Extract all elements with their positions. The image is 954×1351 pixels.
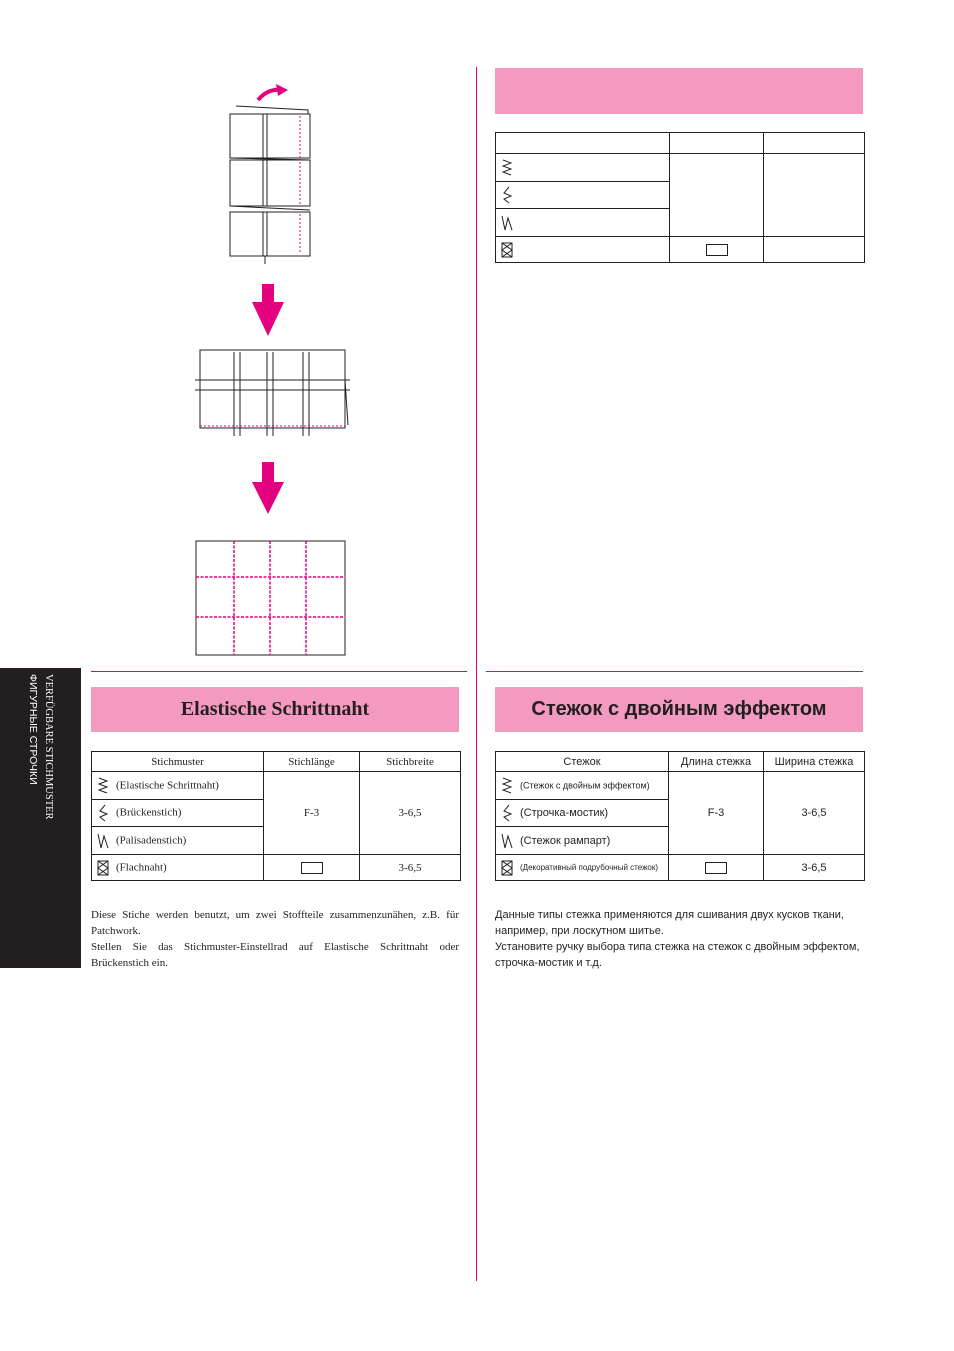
empty-header-cell <box>496 133 670 154</box>
stitch-length-symbol-cell <box>669 855 764 881</box>
german-stitch-table <box>91 751 461 881</box>
stitch-width-value: 3-6,5 <box>764 772 865 855</box>
elastic-stitch-icon <box>96 777 110 795</box>
table-row <box>496 772 669 800</box>
table-row <box>496 800 669 827</box>
empty-cell <box>670 237 764 263</box>
russian-paragraph-2: Установите ручку выбора типа стежка на стежок с двойным эффектом, строчка-мостик и т.д. <box>495 941 860 969</box>
flat-seam-icon <box>500 859 514 877</box>
stitch-width-value: 3-6,5 <box>360 772 461 855</box>
auto-length-symbol <box>301 862 323 874</box>
auto-length-symbol <box>706 244 728 256</box>
patchwork-illustration <box>190 80 360 660</box>
section-side-tab <box>0 668 81 968</box>
palisade-stitch-icon <box>96 832 110 850</box>
stitch-label: (Elastische Schrittnaht) <box>116 779 219 792</box>
table-row <box>496 827 669 855</box>
bridge-stitch-icon <box>96 804 110 822</box>
table-row <box>92 800 264 827</box>
table-row <box>496 237 670 263</box>
table-row <box>92 772 264 800</box>
side-tab-label-de: VERFÜGBARE STICHMUSTER <box>43 674 54 820</box>
header-stitch-pattern: Стежок <box>496 752 669 772</box>
german-paragraph-2: Stellen Sie das Stichmuster-Einstellrad auf Elastische Schrittnaht oder Brückenstich ein. <box>91 941 459 969</box>
elastic-stitch-icon <box>500 159 514 177</box>
russian-title: Стежок с двойным эффектом <box>531 698 827 720</box>
fabric-strips <box>230 106 310 256</box>
german-title: Elastische Schrittnaht <box>180 698 370 720</box>
stitch-width-value: 3-6,5 <box>764 855 865 881</box>
flat-seam-icon <box>500 241 514 259</box>
russian-section-rule <box>486 671 863 672</box>
stitch-label: (Стежок рампарт) <box>520 834 611 847</box>
russian-stitch-table <box>495 751 865 881</box>
flat-seam-icon <box>96 859 110 877</box>
table-row <box>496 209 670 237</box>
empty-header-cell <box>764 133 865 154</box>
top-empty-table <box>495 132 865 263</box>
auto-length-symbol <box>705 862 727 874</box>
stitch-label: (Строчка-мостик) <box>520 806 609 819</box>
russian-paragraph-1: Данные типы стежка применяются для сшивания двух кусков ткани, например, при лоскутном шитье. <box>495 909 844 937</box>
header-stitch-length: Длина стежка <box>669 752 764 772</box>
bridge-stitch-icon <box>500 186 514 204</box>
header-stitch-length: Stichlänge <box>264 752 360 772</box>
joined-strips <box>195 350 350 436</box>
bridge-stitch-icon <box>500 804 514 822</box>
header-stitch-pattern: Stichmuster <box>92 752 264 772</box>
stitch-length-symbol-cell <box>264 855 360 881</box>
table-row <box>496 182 670 209</box>
palisade-stitch-icon <box>500 214 514 232</box>
table-row <box>496 855 669 881</box>
empty-cell <box>764 237 865 263</box>
empty-cell <box>764 154 865 237</box>
stitch-length-value: F-3 <box>669 772 764 855</box>
stitch-length-value: F-3 <box>264 772 360 855</box>
empty-cell <box>670 154 764 237</box>
table-row <box>496 154 670 182</box>
elastic-stitch-icon <box>500 777 514 795</box>
top-header-bar <box>495 68 863 114</box>
stitch-width-value: 3-6,5 <box>360 855 461 881</box>
center-divider <box>476 67 477 1281</box>
stitch-label: (Стежок с двойным эффектом) <box>520 779 650 790</box>
down-arrow-icon <box>262 284 274 304</box>
german-section-rule <box>91 671 467 672</box>
down-arrow-icon <box>262 462 274 484</box>
german-paragraph-1: Diese Stiche werden benutzt, um zwei Stoffteile zusammenzunähen, z.B. für Patchwork. <box>91 909 459 937</box>
header-stitch-width: Ширина стежка <box>764 752 865 772</box>
stitch-label: (Декоративный подрубочный стежок) <box>520 862 659 872</box>
palisade-stitch-icon <box>500 832 514 850</box>
table-row <box>92 827 264 855</box>
stitch-label: (Flachnaht) <box>116 861 167 874</box>
empty-header-cell <box>670 133 764 154</box>
side-tab-label-ru: ФИГУРНЫЕ СТРОЧКИ <box>27 674 39 785</box>
stitch-label: (Palisadenstich) <box>116 834 187 847</box>
stitch-label: (Brückenstich) <box>116 806 182 819</box>
header-stitch-width: Stichbreite <box>360 752 461 772</box>
table-row <box>92 855 264 881</box>
